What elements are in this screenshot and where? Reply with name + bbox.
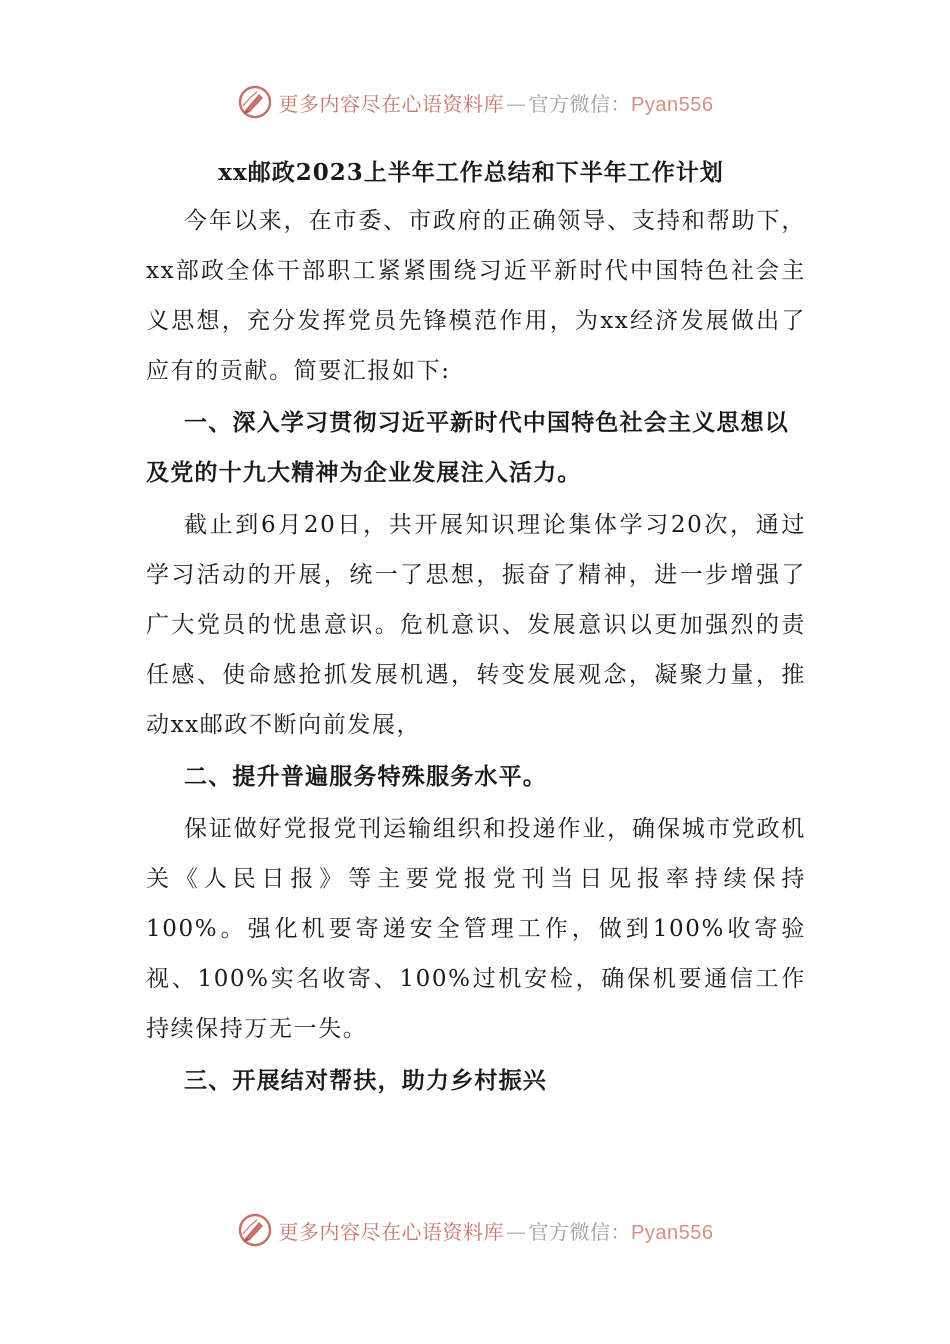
watermark-separator: —: [506, 91, 527, 116]
pen-circle-logo-icon: [237, 1212, 273, 1248]
watermark-header: [0, 82, 950, 122]
watermark-wechat-label: 官方微信：: [528, 91, 632, 116]
intro-paragraph: 今年以来，在市委、市政府的正确领导、支持和帮助下，xx部政全体干部职工紧紧围绕习近平新时代中国特色社会主义思想，充分发挥党员先锋模范作用，为xx经济发展做出了应有的贡献。简要汇报如下:: [146, 208, 806, 384]
watermark-separator: —: [506, 1219, 527, 1244]
section-heading-2: 二、提升普遍服务特殊服务水平。: [184, 763, 547, 790]
document-title: xx邮政2023上半年工作总结和下半年工作计划: [218, 159, 724, 186]
section-body-1: 截止到6月20日，共开展知识理论集体学习20次，通过学习活动的开展，统一了思想，振奋了精神，进一步增强了广大党员的忧患意识。危机意识、发展意识以更加强烈的责任感、使命感抢抓发展机遇，转变发展观念，凝聚力量，推动xx邮政不断向前发展，: [146, 512, 806, 738]
watermark-text: [279, 88, 714, 117]
section-heading-1: 一、深入学习贯彻习近平新时代中国特色社会主义思想以及党的十九大精神为企业发展注入活力。: [146, 409, 789, 486]
document-body: [146, 150, 806, 1106]
section-body-2: 保证做好党报党刊运输组织和投递作业，确保城市党政机关《人民日报》等主要党报党刊当日见报率持续保持100%。强化机要寄递安全管理工作，做到100%收寄验视、100%实名收寄、100%过机安检，确保机要通信工作持续保持万无一失。: [146, 816, 806, 1042]
watermark-brand: 更多内容尽在心语资料库: [278, 91, 505, 116]
watermark-brand: 更多内容尽在心语资料库: [278, 1219, 505, 1244]
watermark-footer: [0, 1210, 950, 1250]
watermark-wechat-id: Pyan556: [631, 93, 714, 116]
watermark-wechat-id: Pyan556: [631, 1221, 714, 1244]
watermark-wechat-label: 官方微信：: [528, 1219, 632, 1244]
section-heading-3: 三、开展结对帮扶，助力乡村振兴: [184, 1067, 547, 1094]
watermark-text: [279, 1216, 714, 1245]
pen-circle-logo-icon: [237, 84, 273, 120]
